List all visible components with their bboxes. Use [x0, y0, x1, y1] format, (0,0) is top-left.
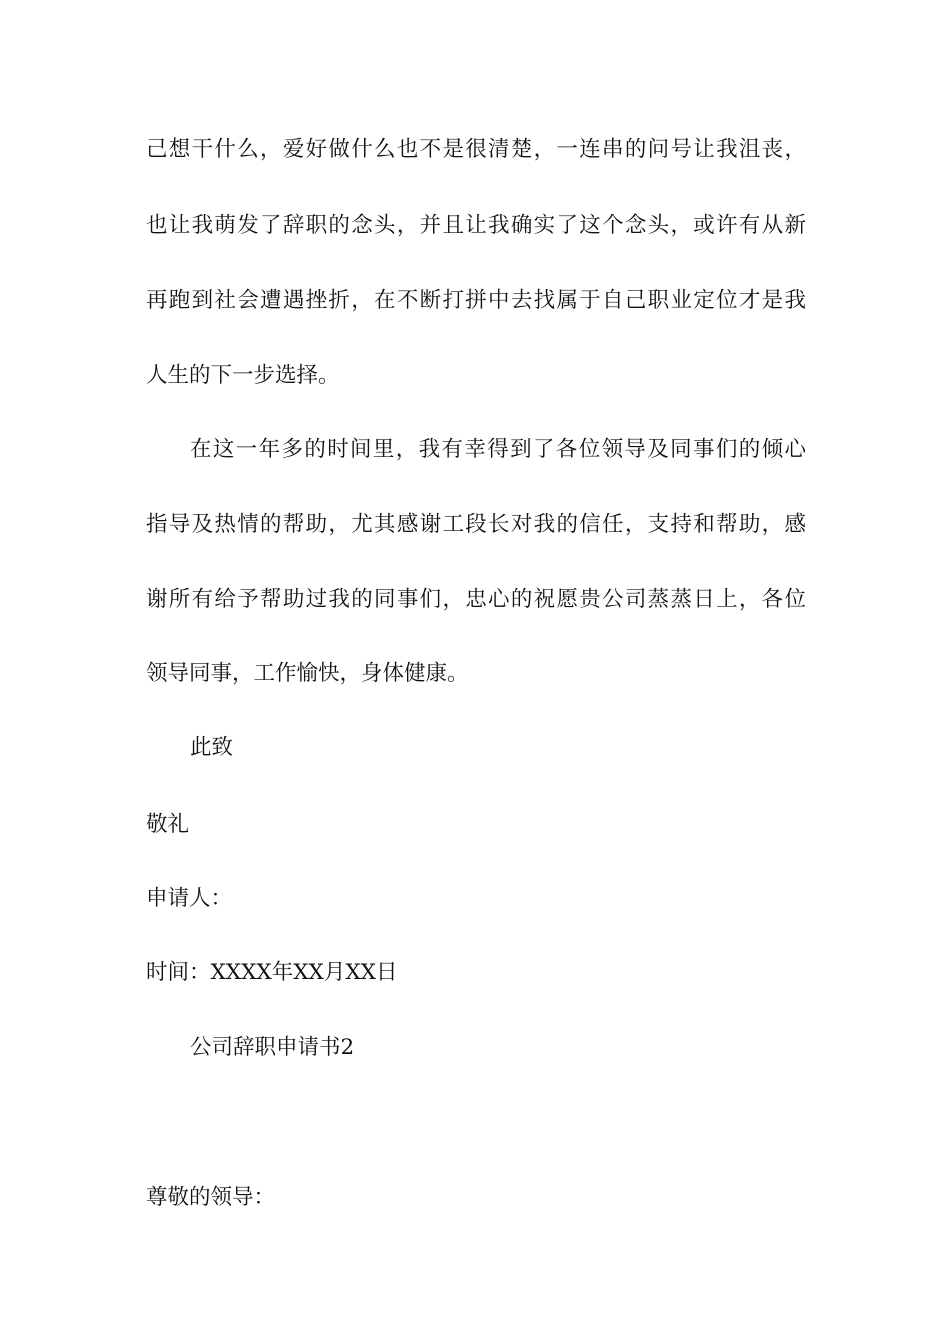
paragraph-1-line-1: 己想干什么，爱好做什么也不是很清楚，一连串的问号让我沮丧， — [146, 137, 806, 162]
paragraph-2-line-2: 指导及热情的帮助，尤其感谢工段长对我的信任，支持和帮助，感 — [146, 512, 806, 537]
next-letter-title: 公司辞职申请书2 — [190, 1035, 355, 1060]
paragraph-1-line-2: 也让我萌发了辞职的念头，并且让我确实了这个念头，或许有从新 — [146, 213, 806, 238]
greeting-text: 尊敬的领导： — [146, 1185, 276, 1210]
paragraph-2-line-4: 领导同事，工作愉快，身体健康。 — [146, 661, 469, 686]
paragraph-1-line-3: 再跑到社会遭遇挫折，在不断打拼中去找属于自己职业定位才是我 — [146, 288, 806, 313]
date-label: 时间：XXXX年XX月XX日 — [146, 960, 398, 985]
paragraph-2-line-3: 谢所有给予帮助过我的同事们，忠心的祝愿贵公司蒸蒸日上，各位 — [146, 587, 806, 612]
paragraph-2-line-1: 在这一年多的时间里，我有幸得到了各位领导及同事们的倾心 — [190, 437, 806, 462]
paragraph-1-line-4: 人生的下一步选择。 — [146, 363, 340, 388]
applicant-label: 申请人： — [146, 886, 233, 911]
salute-text: 敬礼 — [146, 812, 190, 837]
closing-text: 此致 — [190, 735, 234, 760]
